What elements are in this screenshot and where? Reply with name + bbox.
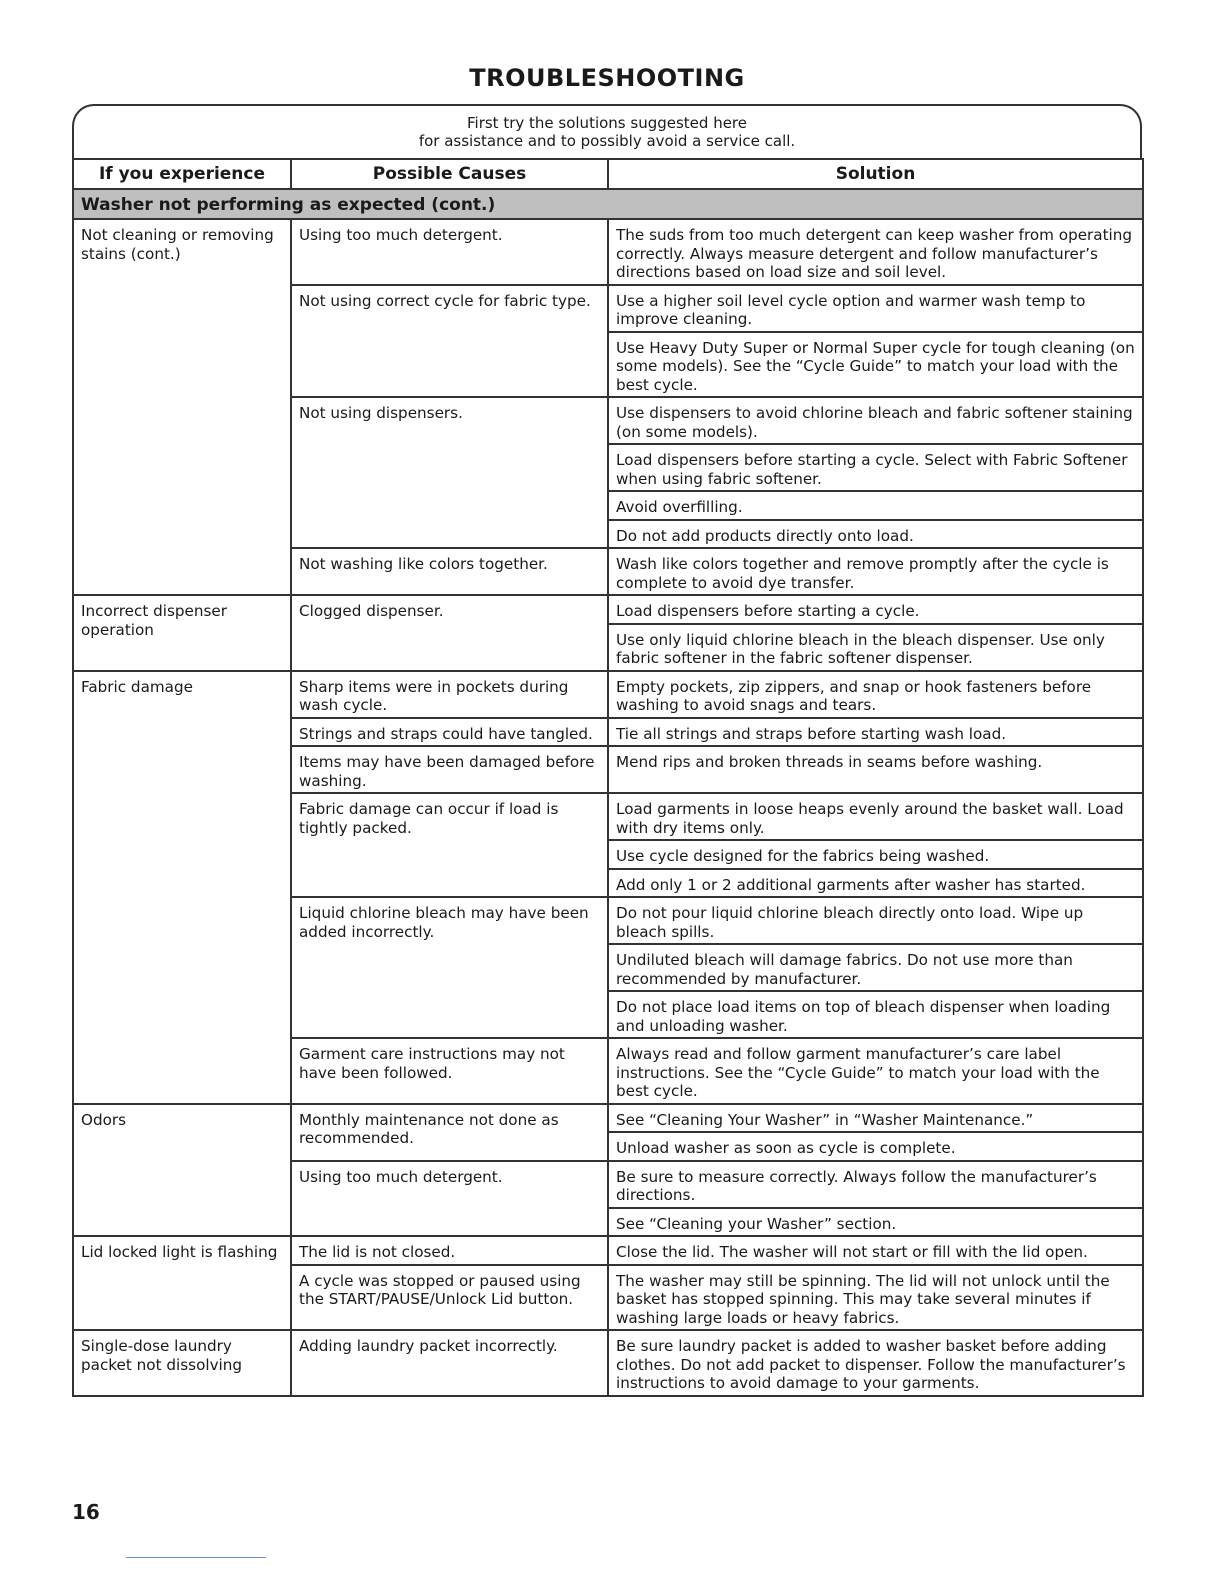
solution-cell: Load dispensers before starting a cycle. Select with Fabric Softener when using fabric softener. — [608, 444, 1143, 491]
solution-cell: Use cycle designed for the fabrics being washed. — [608, 840, 1143, 869]
cause-cell: Monthly maintenance not done as recommended. — [291, 1104, 608, 1161]
solution-cell: Wash like colors together and remove promptly after the cycle is complete to avoid dye transfer. — [608, 548, 1143, 595]
solution-cell: Empty pockets, zip zippers, and snap or hook fasteners before washing to avoid snags and tears. — [608, 671, 1143, 718]
cause-cell: Using too much detergent. — [291, 219, 608, 285]
cause-cell: Sharp items were in pockets during wash cycle. — [291, 671, 608, 718]
header-experience: If you experience — [73, 159, 291, 189]
cause-cell: Not using correct cycle for fabric type. — [291, 285, 608, 398]
problem-cell: Incorrect dispenser operation — [73, 595, 291, 671]
solution-cell: Be sure laundry packet is added to washer basket before adding clothes. Do not add packet to dispenser. Follow the manufacturer’s instructions to avoid damage to your garments. — [608, 1330, 1143, 1396]
table-header-row — [73, 159, 1143, 189]
solution-cell: Undiluted bleach will damage fabrics. Do not use more than recommended by manufacturer. — [608, 944, 1143, 991]
cause-cell: Garment care instructions may not have been followed. — [291, 1038, 608, 1104]
cause-cell: Clogged dispenser. — [291, 595, 608, 671]
solution-cell: Be sure to measure correctly. Always follow the manufacturer’s directions. — [608, 1161, 1143, 1208]
solution-cell: Use dispensers to avoid chlorine bleach and fabric softener staining (on some models). — [608, 397, 1143, 444]
solution-cell: Unload washer as soon as cycle is complete. — [608, 1132, 1143, 1161]
section-row — [73, 189, 1143, 219]
table-row — [73, 1236, 1143, 1265]
intro-line-2: for assistance and to possibly avoid a service call. — [418, 132, 796, 150]
intro-text — [72, 114, 1142, 150]
cause-cell: Fabric damage can occur if load is tightly packed. — [291, 793, 608, 897]
cause-cell: Strings and straps could have tangled. — [291, 718, 608, 747]
page-title: TROUBLESHOOTING — [469, 64, 745, 92]
solution-cell: Close the lid. The washer will not start or fill with the lid open. — [608, 1236, 1143, 1265]
table-row — [73, 219, 1143, 285]
solution-cell: Do not add products directly onto load. — [608, 520, 1143, 549]
cause-cell: Items may have been damaged before washing. — [291, 746, 608, 793]
cause-cell: Not washing like colors together. — [291, 548, 608, 595]
solution-cell: Tie all strings and straps before starting wash load. — [608, 718, 1143, 747]
table-row — [73, 595, 1143, 624]
cause-cell: Not using dispensers. — [291, 397, 608, 548]
solution-cell: Do not pour liquid chlorine bleach directly onto load. Wipe up bleach spills. — [608, 897, 1143, 944]
cause-cell: Liquid chlorine bleach may have been added incorrectly. — [291, 897, 608, 1038]
solution-cell: The washer may still be spinning. The lid will not unlock until the basket has stopped spinning. This may take several minutes if washing large loads or heavy fabrics. — [608, 1265, 1143, 1331]
cause-cell: Adding laundry packet incorrectly. — [291, 1330, 608, 1396]
solution-cell: Add only 1 or 2 additional garments after washer has started. — [608, 869, 1143, 898]
solution-cell: See “Cleaning Your Washer” in “Washer Maintenance.” — [608, 1104, 1143, 1133]
header-causes: Possible Causes — [291, 159, 608, 189]
header-solution: Solution — [608, 159, 1143, 189]
solution-cell: Load dispensers before starting a cycle. — [608, 595, 1143, 624]
problem-cell: Not cleaning or removing stains (cont.) — [73, 219, 291, 595]
solution-cell: Load garments in loose heaps evenly around the basket wall. Load with dry items only. — [608, 793, 1143, 840]
footer-line — [126, 1557, 266, 1558]
table-row — [73, 1330, 1143, 1396]
solution-cell: Mend rips and broken threads in seams before washing. — [608, 746, 1143, 793]
solution-cell: Do not place load items on top of bleach dispenser when loading and unloading washer. — [608, 991, 1143, 1038]
table-row — [73, 671, 1143, 718]
solution-cell: Always read and follow garment manufacturer’s care label instructions. See the “Cycle Guide” to match your load with the best cycle. — [608, 1038, 1143, 1104]
troubleshooting-table — [72, 158, 1144, 1397]
intro-line-1: First try the solutions suggested here — [466, 114, 747, 132]
solution-cell: Use only liquid chlorine bleach in the bleach dispenser. Use only fabric softener in the fabric softener dispenser. — [608, 624, 1143, 671]
cause-cell: A cycle was stopped or paused using the START/PAUSE/Unlock Lid button. — [291, 1265, 608, 1331]
solution-cell: Use Heavy Duty Super or Normal Super cycle for tough cleaning (on some models). See the “Cycle Guide” to match your load with the best cycle. — [608, 332, 1143, 398]
cause-cell: Using too much detergent. — [291, 1161, 608, 1237]
problem-cell: Fabric damage — [73, 671, 291, 1104]
problem-cell: Single-dose laundry packet not dissolving — [73, 1330, 291, 1396]
cause-cell: The lid is not closed. — [291, 1236, 608, 1265]
section-title: Washer not performing as expected (cont.) — [73, 189, 1143, 219]
solution-cell: Avoid overfilling. — [608, 491, 1143, 520]
table-body — [73, 189, 1143, 1396]
solution-cell: The suds from too much detergent can keep washer from operating correctly. Always measure detergent and follow manufacturer’s directions based on load size and soil level. — [608, 219, 1143, 285]
solution-cell: Use a higher soil level cycle option and warmer wash temp to improve cleaning. — [608, 285, 1143, 332]
table-row — [73, 1104, 1143, 1133]
solution-cell: See “Cleaning your Washer” section. — [608, 1208, 1143, 1237]
problem-cell: Lid locked light is flashing — [73, 1236, 291, 1330]
page-number: 16 — [72, 1500, 100, 1524]
problem-cell: Odors — [73, 1104, 291, 1237]
